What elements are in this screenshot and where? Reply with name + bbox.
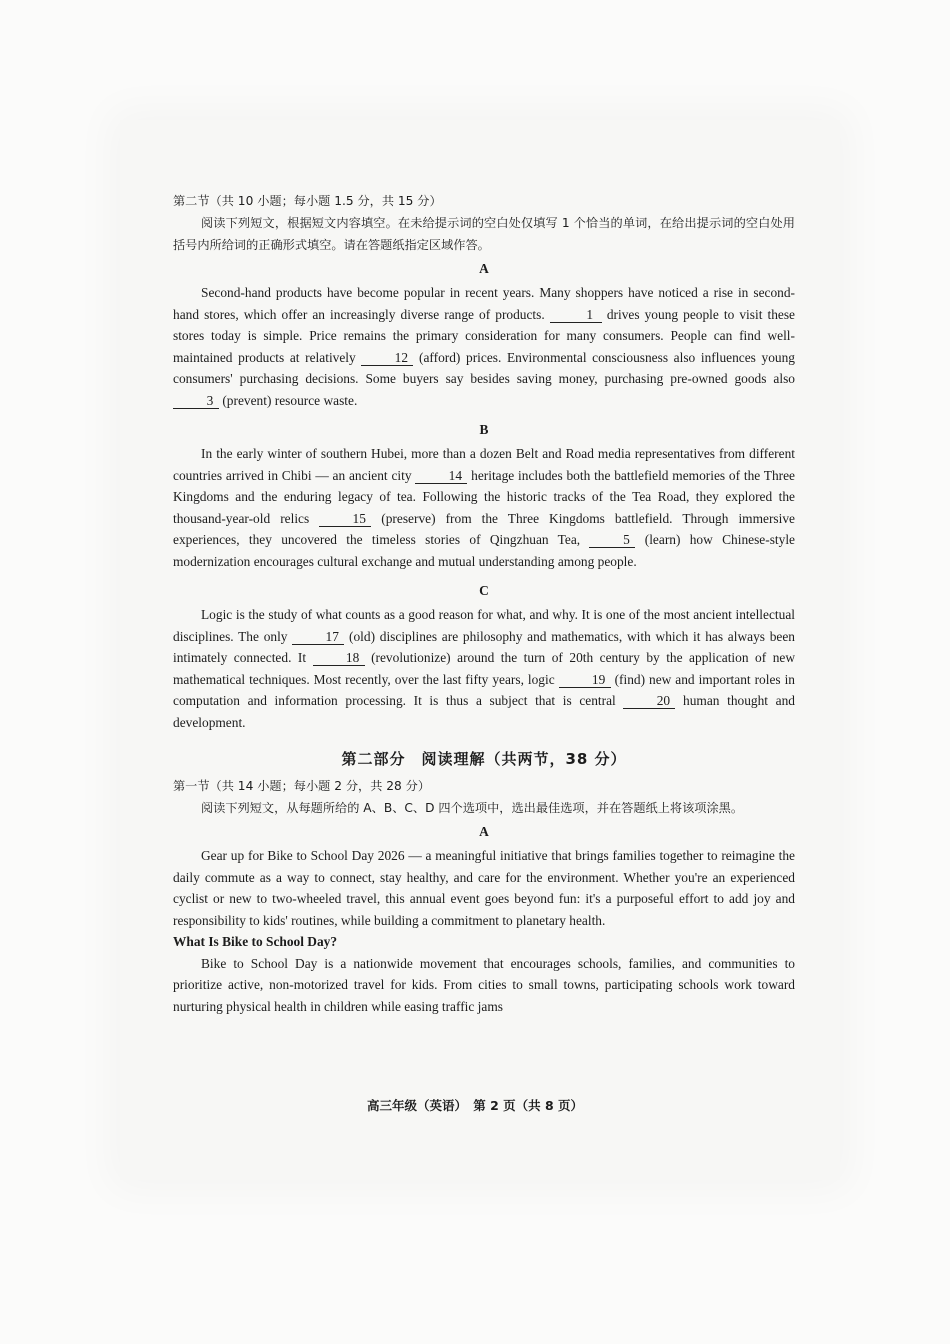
passage-text: Logic is the study of what counts as a good reason for what, and why. It is one of the most ancient intellectual disciplines. The only [173, 607, 795, 644]
page-footer: 高三年级（英语） 第 2 页（共 8 页） [366, 1098, 584, 1113]
part2-section-header: 第一节（共 14 小题；每小题 2 分，共 28 分） [173, 779, 431, 793]
blank-17: 17 [292, 629, 344, 645]
blank-18: 18 [313, 650, 365, 666]
reading-a-subheading: What Is Bike to School Day? [173, 934, 338, 949]
section-header: 第二节（共 10 小题；每小题 1.5 分，共 15 分） [173, 194, 442, 208]
reading-a-para2: Bike to School Day is a nationwide movement that encourages schools, families, and communities to prioritize active, non-motorized travel for kids. From cities to small towns, participating schools work toward nurturing physical health in children while easing traffic jams [173, 955, 795, 1014]
passage-text: (old) disciplines are philosophy and mathematics, with which it has always been intimately connected. It [173, 628, 795, 665]
passage-label-a: A [479, 261, 489, 276]
passage-text: (prevent) resource waste. [219, 392, 358, 408]
part2-instructions: 阅读下列短文，从每题所给的 A、B、C、D 四个选项中，选出最佳选项，并在答题纸上将该项涂黑。 [201, 801, 744, 815]
passage-text: heritage includes both the battlefield memories of the Three Kingdoms and the enduring legacy of tea. Following the historic tracks of the Tea Road, they explored the thousand-year-old relics [173, 467, 795, 526]
part-title: 第二部分 阅读理解（共两节，38 分） [341, 750, 627, 768]
passage-text: drives young people to visit these stores today is simple. Price remains the primary consideration for many consumers. People can find well-maintained products at relatively [173, 306, 796, 365]
passage-c [173, 604, 795, 733]
blank-5: 5 [589, 532, 635, 548]
blank-20: 20 [623, 693, 675, 709]
passage-b [173, 443, 795, 572]
passage-a [173, 282, 795, 411]
blank-15: 15 [319, 511, 371, 527]
passage-text: (afford) prices. Environmental consciousness also influences young consumers' purchasing decisions. Some buyers say besides saving money, purchasing pre-owned goods also [173, 349, 795, 386]
reading-a-para1: Gear up for Bike to School Day 2026 — a meaningful initiative that brings families together to reimagine the daily commute as a way to connect, stay healthy, and care for the environment. Whether you're an experienced cyclist or new to two-wheeled travel, this annual event goes beyond fun: it's a purposeful effort to add joy and responsibility to kids' routines, while building a commitment to planetary health. [173, 848, 795, 928]
section-instructions: 阅读下列短文，根据短文内容填空。在未给提示词的空白处仅填写 1 个恰当的单词，在给出提示词的空白处用括号内所给词的正确形式填空。请在答题纸指定区域作答。 [173, 216, 795, 252]
blank-19: 19 [559, 672, 611, 688]
passage-text: (preserve) from the Three Kingdoms battlefield. Through immersive experiences, they uncovered the timeless stories of Qingzhuan Tea, [173, 510, 795, 547]
reading-label-a: A [479, 824, 489, 839]
passage-text: In the early winter of southern Hubei, more than a dozen Belt and Road media representatives from different countries arrived in Chibi — an ancient city [173, 446, 795, 483]
blank-1: 1 [550, 307, 602, 323]
passage-text: (learn) how Chinese-style modernization encourages cultural exchange and mutual understanding among people. [173, 532, 795, 569]
passage-label-b: B [479, 422, 489, 437]
passage-label-c: C [479, 583, 489, 598]
page-content [173, 190, 795, 1017]
blank-14: 14 [415, 468, 467, 484]
passage-text: human thought and development. [173, 693, 795, 730]
passage-text: Second-hand products have become popular in recent years. Many shoppers have noticed a rise in second-hand stores, which offer an increasingly diverse range of products. [173, 285, 795, 322]
blank-12: 12 [361, 350, 413, 366]
passage-text: (revolutionize) around the turn of 20th century by the application of new mathematical techniques. Most recently, over the last fifty years, logic [173, 650, 795, 687]
passage-text: (find) new and important roles in computation and information processing. It is thus a subject that is central [173, 671, 795, 708]
blank-3: 3 [173, 393, 219, 409]
